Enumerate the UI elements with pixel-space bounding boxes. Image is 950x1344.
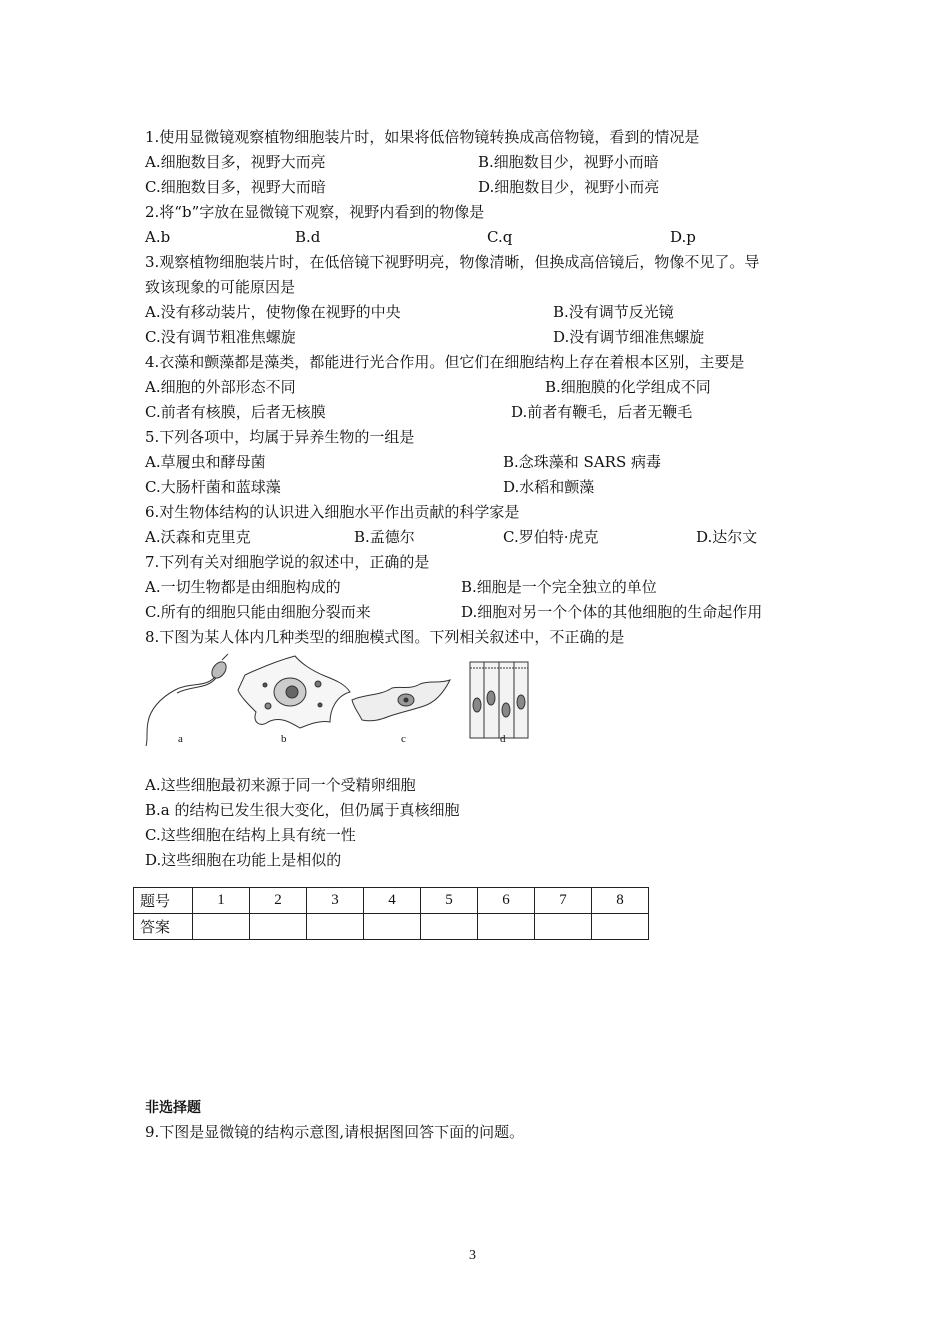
q2-option-c: C.q <box>487 228 513 246</box>
q2-option-a: A.b <box>145 228 171 246</box>
answer-header: 答案 <box>134 914 193 940</box>
q1-option-d: D.细胞数目少，视野小而亮 <box>478 178 660 196</box>
answer-cell[interactable] <box>193 914 250 940</box>
q7-option-b: B.细胞是一个完全独立的单位 <box>461 578 657 596</box>
question-number-cell: 2 <box>250 888 307 914</box>
q4-option-a: A.细胞的外部形态不同 <box>145 378 296 396</box>
answer-cell[interactable] <box>250 914 307 940</box>
question-number-cell: 8 <box>592 888 649 914</box>
epithelial-cell-drawing <box>470 662 528 738</box>
q2-stem: 2.将“b”字放在显微镜下观察，视野内看到的物像是 <box>145 203 485 221</box>
question-number-cell: 1 <box>193 888 250 914</box>
q4-option-b: B.细胞膜的化学组成不同 <box>545 378 711 396</box>
figure-label-b: b <box>281 733 287 745</box>
q7-option-d: D.细胞对另一个个体的其他细胞的生命起作用 <box>461 603 763 621</box>
answer-cell[interactable] <box>364 914 421 940</box>
q3-option-a: A.没有移动装片，使物像在视野的中央 <box>145 303 401 321</box>
answer-cell[interactable] <box>592 914 649 940</box>
fibroblast-cell-drawing <box>352 680 450 721</box>
q7-option-c: C.所有的细胞只能由细胞分裂而来 <box>145 603 371 621</box>
page-number: 3 <box>469 1248 476 1263</box>
q5-option-a: A.草履虫和酵母菌 <box>145 453 266 471</box>
q3-stem-line1: 3.观察植物细胞装片时，在低倍镜下视野明亮，物像清晰，但换成高倍镜后，物像不见了。导 <box>145 253 760 271</box>
answer-table <box>133 887 649 940</box>
section-heading: 非选择题 <box>145 1100 201 1116</box>
q6-option-a: A.沃森和克里克 <box>145 528 251 546</box>
question-number-header: 题号 <box>134 888 193 914</box>
q3-option-d: D.没有调节细准焦螺旋 <box>553 328 705 346</box>
q9-stem: 9.下图是显微镜的结构示意图,请根据图回答下面的问题。 <box>145 1123 525 1141</box>
q8-option-d: D.这些细胞在功能上是相似的 <box>145 851 342 869</box>
question-number-cell: 5 <box>421 888 478 914</box>
answer-cell[interactable] <box>478 914 535 940</box>
q7-stem: 7.下列有关对细胞学说的叙述中，正确的是 <box>145 553 430 571</box>
q6-stem: 6.对生物体结构的认识进入细胞水平作出贡献的科学家是 <box>145 503 520 521</box>
q1-stem: 1.使用显微镜观察植物细胞装片时，如果将低倍物镜转换成高倍物镜，看到的情况是 <box>145 128 700 146</box>
figure-label-a: a <box>178 733 183 745</box>
answer-cell[interactable] <box>307 914 364 940</box>
sperm-cell-drawing <box>146 654 229 746</box>
q1-option-b: B.细胞数目少，视野小而暗 <box>478 153 659 171</box>
q5-option-c: C.大肠杆菌和蓝球藻 <box>145 478 281 496</box>
q1-option-c: C.细胞数目多，视野大而暗 <box>145 178 326 196</box>
q4-stem: 4.衣藻和颤藻都是藻类，都能进行光合作用。但它们在细胞结构上存在着根本区别，主要是 <box>145 353 745 371</box>
q4-option-d: D.前者有鞭毛，后者无鞭毛 <box>511 403 693 421</box>
q2-option-b: B.d <box>295 228 321 246</box>
cell-types-figure <box>140 650 540 750</box>
q1-option-a: A.细胞数目多，视野大而亮 <box>145 153 326 171</box>
q3-option-c: C.没有调节粗准焦螺旋 <box>145 328 296 346</box>
q6-option-b: B.孟德尔 <box>354 528 415 546</box>
answer-cell[interactable] <box>535 914 592 940</box>
answer-cell[interactable] <box>421 914 478 940</box>
question-number-cell: 4 <box>364 888 421 914</box>
question-number-cell: 7 <box>535 888 592 914</box>
q6-option-d: D.达尔文 <box>696 528 758 546</box>
q8-option-c: C.这些细胞在结构上具有统一性 <box>145 826 356 844</box>
q8-option-a: A.这些细胞最初来源于同一个受精卵细胞 <box>145 776 416 794</box>
q5-stem: 5.下列各项中，均属于异养生物的一组是 <box>145 428 415 446</box>
q5-option-b: B.念珠藻和 SARS 病毒 <box>503 453 662 471</box>
question-number-cell: 3 <box>307 888 364 914</box>
q4-option-c: C.前者有核膜，后者无核膜 <box>145 403 326 421</box>
answer-row <box>134 914 649 940</box>
figure-label-c: c <box>401 733 406 745</box>
tissue-cell-drawing <box>238 656 350 728</box>
q8-stem: 8.下图为某人体内几种类型的细胞模式图。下列相关叙述中，不正确的是 <box>145 628 625 646</box>
q7-option-a: A.一切生物都是由细胞构成的 <box>145 578 341 596</box>
q2-option-d: D.p <box>670 228 696 246</box>
question-number-row <box>134 888 649 914</box>
q6-option-c: C.罗伯特·虎克 <box>503 528 599 546</box>
q3-option-b: B.没有调节反光镜 <box>553 303 674 321</box>
figure-label-d: d <box>500 733 506 745</box>
question-number-cell: 6 <box>478 888 535 914</box>
cell-drawings <box>140 650 540 750</box>
q8-option-b: B.a 的结构已发生很大变化，但仍属于真核细胞 <box>145 801 460 819</box>
q3-stem-line2: 致该现象的可能原因是 <box>145 278 296 296</box>
q5-option-d: D.水稻和颤藻 <box>503 478 595 496</box>
